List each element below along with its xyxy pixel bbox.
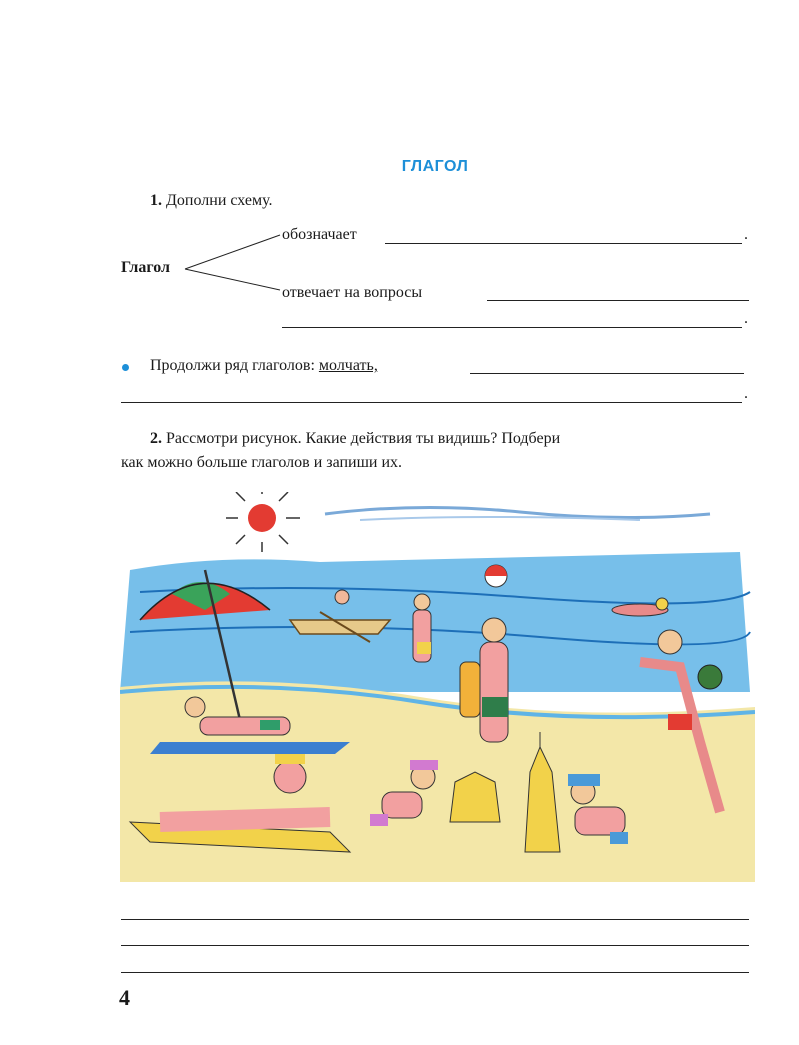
task1-instruction: Дополни схему. [166,192,273,209]
answer-line[interactable] [121,972,749,973]
task2-line2: как можно больше глаголов и запиши их. [121,454,403,471]
answer-line[interactable] [470,373,744,374]
bullet-icon [122,364,129,371]
scheme-root: Глагол [121,259,170,276]
answer-line[interactable] [282,327,742,328]
bullet-task-instruction: Продолжи ряд глаголов: [150,357,315,374]
person-volleyball [413,594,431,662]
page-number: 4 [119,985,130,1010]
task2-number: 2. [150,430,162,447]
task2-text-1: Рассмотри рисунок. Какие действия ты видишь? Подбери [166,430,561,447]
bullet-task-text [150,357,378,375]
task1-number: 1. [150,192,162,209]
bullet-task-example: молчать, [318,357,378,374]
scheme-branch-bottom: отвечает на вопросы [282,284,423,301]
task2-line1 [150,430,560,448]
page-title: ГЛАГОЛ [401,158,469,175]
beach-illustration [120,492,755,882]
task1-header [150,192,273,210]
answer-line[interactable] [121,402,742,403]
period: . [744,385,748,402]
answer-line[interactable] [121,919,749,920]
sand [120,681,755,882]
answer-line[interactable] [385,243,742,244]
period: . [744,310,748,327]
cloud-strip [325,507,710,520]
period: . [744,226,748,243]
scheme-branch-top: обозначает [282,226,357,243]
sun-icon [226,492,300,552]
answer-line[interactable] [121,945,749,946]
sea [120,552,750,692]
scheme-branches [180,232,290,294]
answer-line[interactable] [487,300,749,301]
ball-icon [485,565,507,587]
